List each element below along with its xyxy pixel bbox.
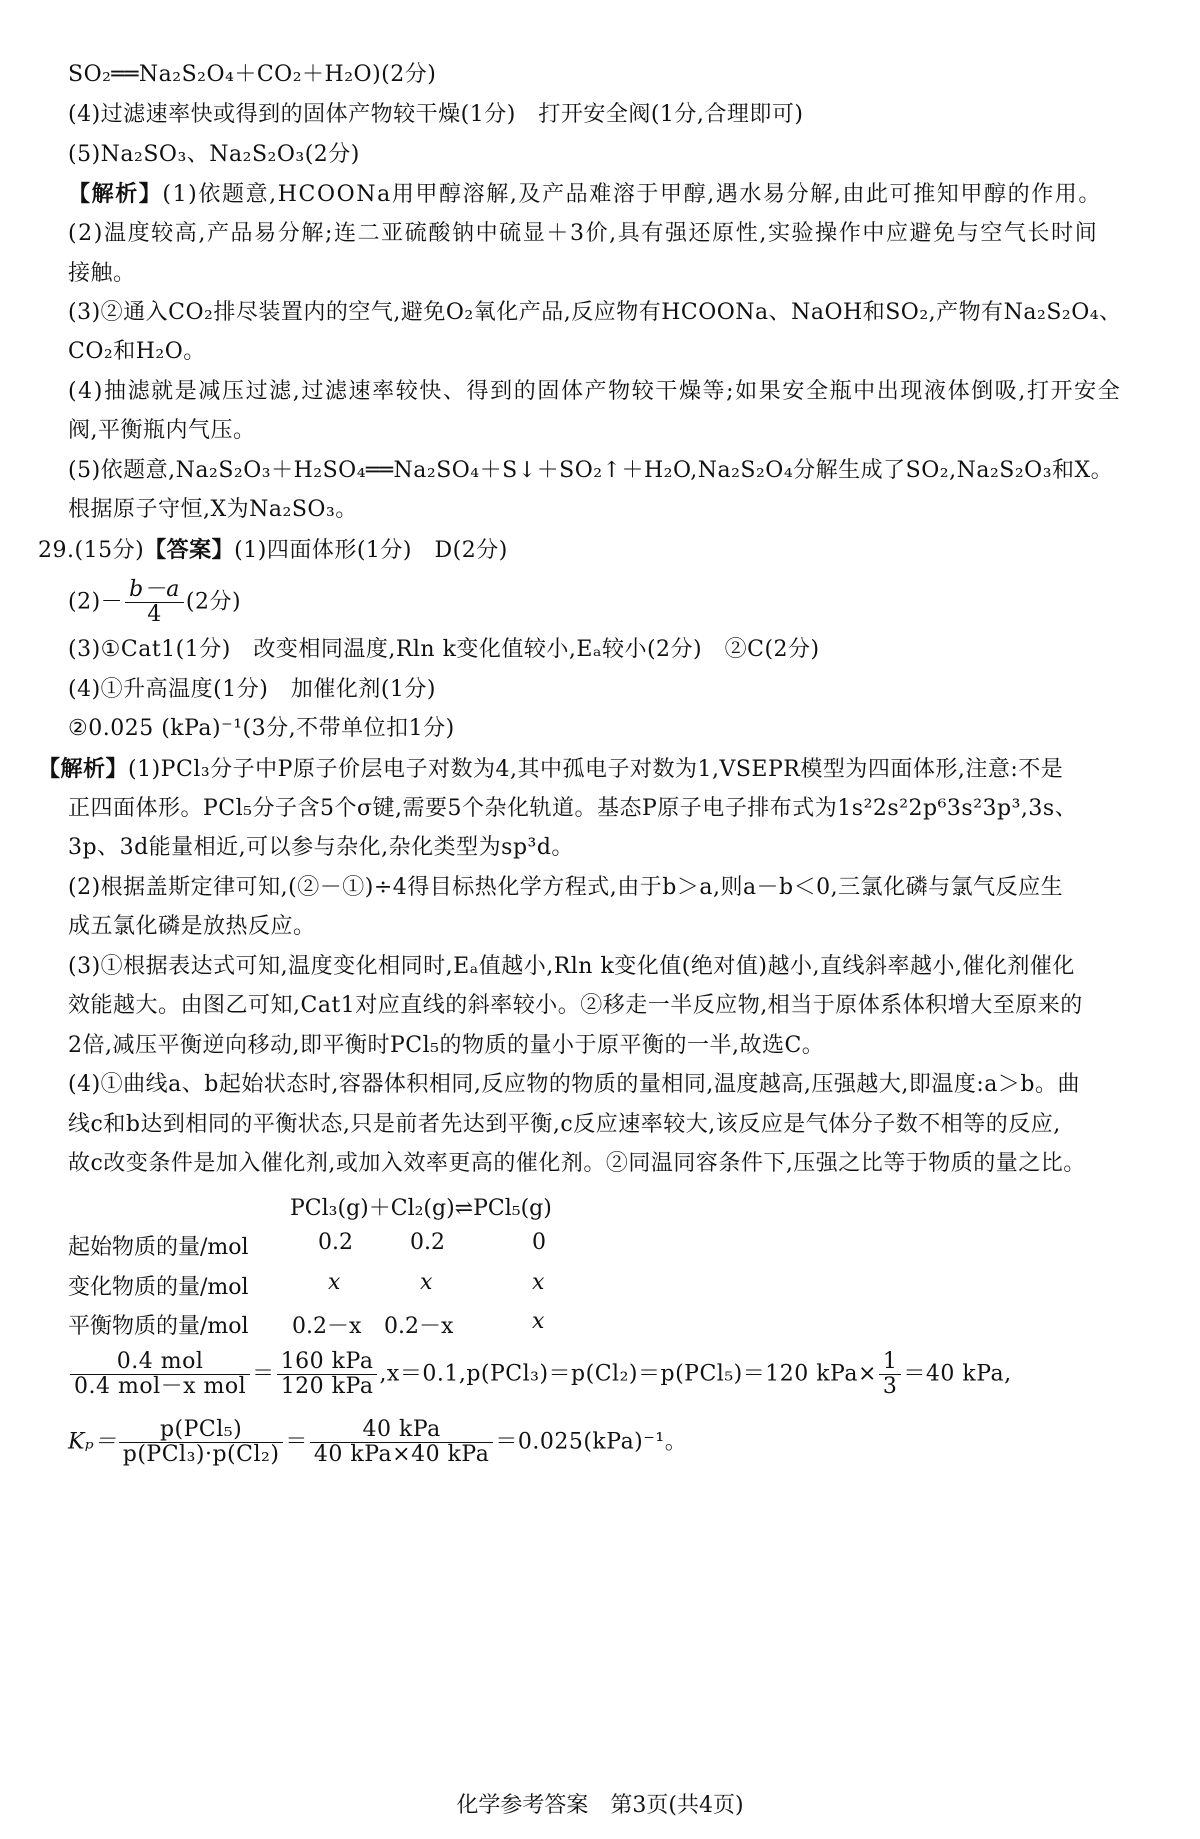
analysis-line: 效能越大。由图乙可知,Cat1对应直线的斜率较小。②移走一半反应物,相当于原体系体积增大至原来的 — [68, 993, 1083, 1018]
fraction-denominator: 3 — [882, 1374, 898, 1399]
fraction — [119, 1418, 284, 1467]
fraction-denominator: 4 — [147, 602, 162, 627]
analysis-line: (5)依题意,Na₂S₂O₃＋H₂SO₄══Na₂SO₄＋S↓＋SO₂↑＋H₂O,Na₂S₂O₄分解生成了SO₂,Na₂S₂O₃和X。 — [68, 458, 1114, 483]
fraction — [70, 1350, 250, 1399]
formula-text: ,x＝0.1,p(PCl₃)＝p(Cl₂)＝p(PCl₅)＝120 kPa× — [379, 1361, 877, 1387]
analysis-text: (1)依题意,HCOONa用甲醇溶解,及产品难溶于甲醇,遇水易分解,由此可推知甲醇的作用。 — [162, 182, 1103, 207]
fraction-numerator: 40 kPa — [310, 1418, 493, 1443]
analysis-line: (4)①曲线a、b起始状态时,容器体积相同,反应物的物质的量相同,温度越高,压强越大,即温度:a＞b。曲 — [68, 1072, 1080, 1097]
analysis-heading: 【解析】 — [68, 181, 163, 207]
analysis-line: 线c和b达到相同的平衡状态,只是前者先达到平衡,c反应速率较大,该反应是气体分子数不相等的反应, — [68, 1112, 1061, 1137]
answer-suffix: (2分) — [185, 589, 242, 615]
equals-sign: ＝ — [252, 1361, 275, 1387]
table-row-label: 平衡物质的量/mol — [68, 1314, 249, 1339]
answer-line: (5)Na₂SO₃、Na₂S₂O₃(2分) — [68, 142, 360, 167]
fraction — [310, 1418, 493, 1467]
analysis-line: 2倍,减压平衡逆向移动,即平衡时PCl₅的物质的量小于原平衡的一半,故选C。 — [68, 1033, 825, 1058]
formula-text: ＝40 kPa, — [903, 1361, 1012, 1387]
table-cell: x — [532, 1270, 545, 1295]
table-cell: x — [328, 1270, 341, 1295]
table-cell: 0.2－x — [384, 1314, 454, 1339]
analysis-line: 根据原子守恒,X为Na₂SO₃。 — [68, 497, 358, 522]
answer-line: (4)①升高温度(1分) 加催化剂(1分) — [68, 677, 436, 702]
answer-line: (3)①Cat1(1分) 改变相同温度,Rln k变化值较小,Eₐ较小(2分) ②C(2分) — [68, 637, 820, 662]
analysis-line: 阀,平衡瓶内气压。 — [68, 418, 256, 443]
analysis-line: 接触。 — [68, 261, 136, 286]
analysis-line — [68, 181, 1102, 208]
table-cell: 0.2－x — [292, 1314, 362, 1339]
analysis-text: (1)PCl₃分子中P原子价层电子对数为4,其中孤电子对数为1,VSEPR模型为四面体形,注意:不是 — [128, 757, 1064, 782]
answer-line: ②0.025 (kPa)⁻¹(3分,不带单位扣1分) — [68, 716, 455, 741]
fraction-numerator: b－a — [125, 578, 184, 603]
answer-prefix: (2)－ — [68, 589, 124, 615]
question-number: 29.(15分) — [38, 538, 145, 563]
analysis-line: CO₂和H₂O。 — [68, 339, 206, 364]
fraction — [277, 1350, 378, 1399]
equals-sign: ＝ — [285, 1429, 308, 1455]
analysis-line: 3p、3d能量相近,可以参与杂化,杂化类型为sp³d。 — [68, 835, 574, 860]
analysis-line: 成五氯化磷是放热反应。 — [68, 914, 316, 939]
page-footer: 化学参考答案 第3页(共4页) — [456, 1793, 744, 1818]
analysis-line: (3)①根据表达式可知,温度变化相同时,Eₐ值越小,Rln k变化值(绝对值)越小,直线斜率越小,催化剂催化 — [68, 954, 1075, 979]
answer-line: (4)过滤速率快或得到的固体产物较干燥(1分) 打开安全阀(1分,合理即可) — [68, 102, 804, 127]
answer-text: (1)四面体形(1分) D(2分) — [234, 538, 508, 563]
fraction-denominator: 120 kPa — [280, 1374, 374, 1399]
analysis-heading: 【解析】 — [38, 756, 129, 782]
table-row-label: 变化物质的量/mol — [68, 1275, 249, 1300]
answer-line: SO₂══Na₂S₂O₄＋CO₂＋H₂O)(2分) — [68, 62, 437, 87]
table-cell: 0.2 — [318, 1230, 353, 1255]
analysis-line — [38, 756, 1063, 783]
fraction — [879, 1350, 902, 1399]
formula-line-1 — [68, 1350, 1012, 1399]
table-cell: x — [532, 1309, 545, 1334]
fraction-numerator: p(PCl₅) — [119, 1418, 284, 1443]
analysis-line: (2)根据盖斯定律可知,(②－①)÷4得目标热化学方程式,由于b＞a,则a－b＜0,三氯化磷与氯气反应生 — [68, 875, 1064, 900]
table-cell: 0 — [532, 1230, 546, 1255]
answer-line-fraction — [68, 578, 241, 627]
analysis-line: 正四面体形。PCl₅分子含5个σ键,需要5个杂化轨道。基态P原子电子排布式为1s²2s²2p⁶3s²3p³,3s、 — [68, 796, 1078, 821]
fraction — [125, 578, 184, 627]
table-row-label: 起始物质的量/mol — [68, 1235, 249, 1260]
table-cell: x — [420, 1270, 433, 1295]
fraction-denominator: 40 kPa×40 kPa — [313, 1442, 490, 1467]
fraction-denominator: p(PCl₃)·p(Cl₂) — [122, 1442, 280, 1467]
fraction-numerator: 160 kPa — [277, 1350, 378, 1375]
analysis-line: 故c改变条件是加入催化剂,或加入效率更高的催化剂。②同温同容条件下,压强之比等于物质的量之比。 — [68, 1151, 1086, 1176]
question-29-answer — [38, 537, 508, 564]
formula-text: ＝0.025(kPa)⁻¹。 — [495, 1429, 688, 1455]
fraction-denominator: 0.4 mol－x mol — [74, 1374, 247, 1399]
formula-line-2 — [68, 1418, 687, 1467]
analysis-line: (2)温度较高,产品易分解;连二亚硫酸钠中硫显＋3价,具有强还原性,实验操作中应避免与空气长时间 — [68, 221, 1099, 246]
answer-heading: 【答案】 — [144, 537, 235, 563]
fraction-numerator: 0.4 mol — [70, 1350, 250, 1375]
analysis-line: (4)抽滤就是减压过滤,过滤速率较快、得到的固体产物较干燥等;如果安全瓶中出现液体倒吸,打开安全 — [68, 379, 1122, 404]
fraction-numerator: 1 — [879, 1350, 902, 1375]
table-cell: 0.2 — [410, 1230, 445, 1255]
analysis-line: (3)②通入CO₂排尽装置内的空气,避免O₂氧化产品,反应物有HCOONa、NaOH和SO₂,产物有Na₂S₂O₄、 — [68, 300, 1122, 325]
kp-symbol: Kₚ＝ — [68, 1429, 117, 1455]
reaction-equation: PCl₃(g)＋Cl₂(g)⇌PCl₅(g) — [290, 1196, 552, 1221]
